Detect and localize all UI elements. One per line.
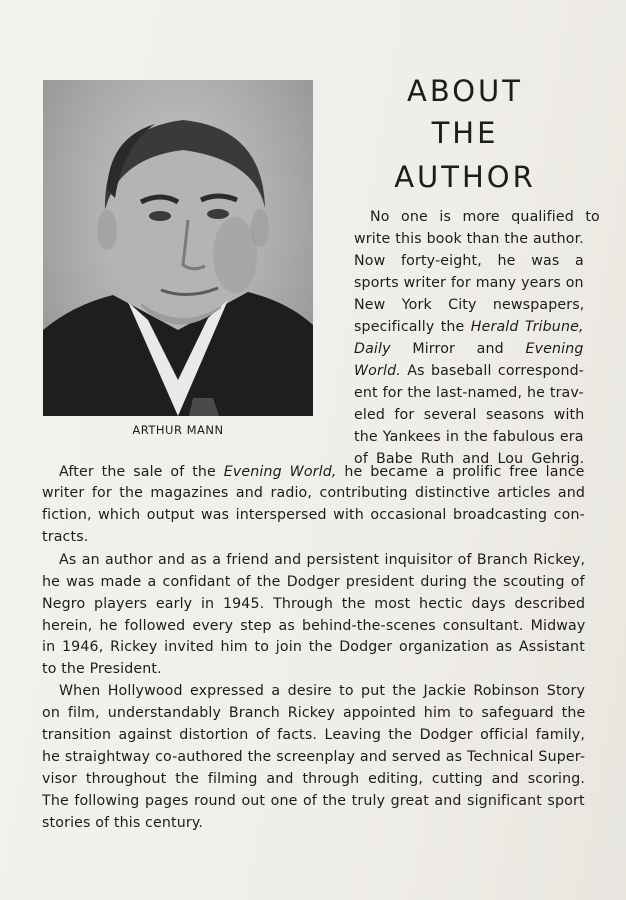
text-line: of Babe Ruth and Lou Gehrig. [354, 451, 585, 467]
text-line: Daily Mirror and Evening [354, 341, 584, 357]
text-line: fiction, which output was interspersed with occasional broadcasting con- [42, 507, 585, 523]
text-line: The following pages round out one of the truly great and significant sport [42, 793, 585, 809]
text-line: World. As baseball correspond- [354, 363, 585, 379]
text-line: stories of this century. [42, 815, 204, 831]
text-line: specifically the Herald Tribune, [354, 319, 584, 335]
text-line: Negro players early in 1945. Through the most hectic days described [42, 596, 586, 612]
text-line: on film, understandably Branch Rickey appointed him to safeguard the [42, 705, 586, 721]
text-line: the Yankees in the fabulous era [354, 429, 584, 445]
text-line: to the President. [42, 661, 162, 677]
text-line: New York City newspapers, [354, 297, 585, 313]
text-line: visor throughout the filming and through editing, cutting and scoring. [42, 771, 586, 787]
text-line: After the sale of the Evening World, he became a prolific free lance [59, 464, 585, 480]
text-line: ent for the last-named, he trav- [354, 385, 584, 401]
title-line-2: THE [431, 116, 499, 150]
text-line: sports writer for many years on [354, 275, 584, 291]
text-line: he straightway co-authored the screenplay and served as Technical Super- [42, 749, 586, 765]
text-line: write this book than the author. [354, 231, 584, 247]
text-line: Now forty-eight, he was a [354, 253, 584, 269]
text-line: When Hollywood expressed a desire to put the Jackie Robinson Story [59, 683, 586, 699]
title-line-3: AUTHOR [394, 160, 536, 194]
text-line: transition against distortion of facts. Leaving the Dodger official family, [42, 727, 586, 743]
photo-caption: ARTHUR MANN [132, 423, 224, 437]
text-line: No one is more qualified to [370, 209, 600, 225]
text-line: herein, he followed every step as behind-the-scenes consultant. Midway [42, 618, 586, 634]
text-line: tracts. [42, 529, 89, 545]
title-line-1: ABOUT [407, 74, 523, 108]
text-line: writer for the magazines and radio, contributing distinctive articles and [42, 485, 586, 501]
text-line: in 1946, Rickey invited him to join the Dodger organization as Assistant [42, 639, 585, 655]
author-photo [43, 80, 313, 416]
text-line: As an author and as a friend and persistent inquisitor of Branch Rickey, [59, 552, 586, 568]
text-line: eled for several seasons with [354, 407, 585, 423]
text-line: he was made a confidant of the Dodger president during the scouting of [42, 574, 585, 590]
